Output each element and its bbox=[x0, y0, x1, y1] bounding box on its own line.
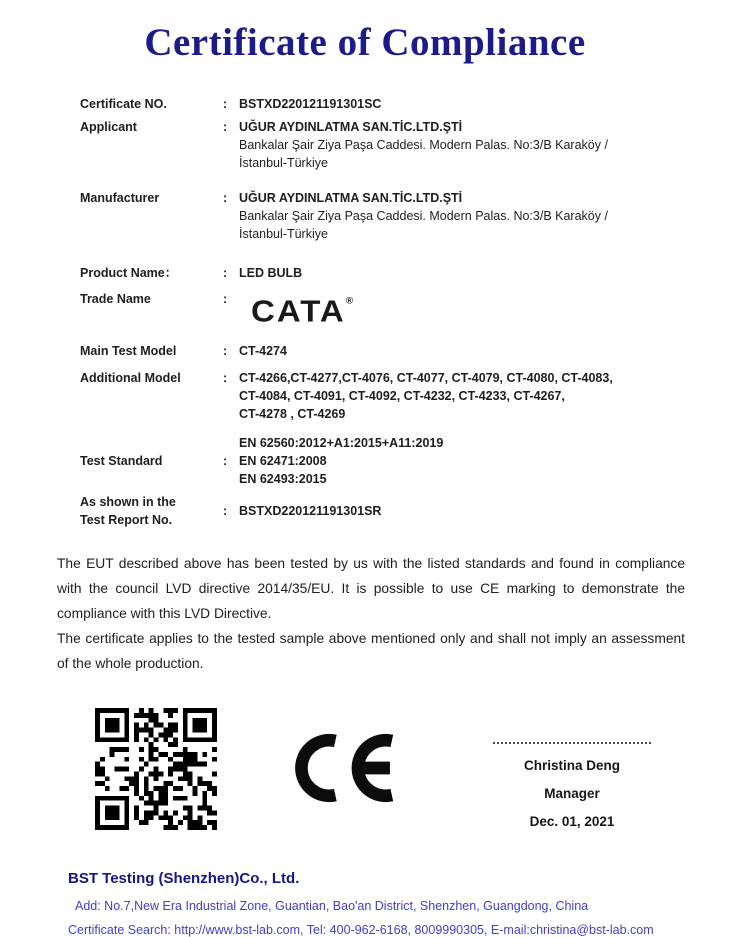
field-colon: : bbox=[223, 504, 228, 518]
signature-block bbox=[487, 742, 657, 836]
additional-model-line3: CT-4278 , CT-4269 bbox=[239, 407, 346, 421]
manufacturer-address-line1: Bankalar Şair Ziya Paşa Caddesi. Modern Palas. No:3/B Karaköy / bbox=[239, 209, 608, 223]
field-row-main-test-model bbox=[80, 342, 730, 360]
signature-dotted-line bbox=[493, 742, 651, 744]
field-row-test-report bbox=[80, 493, 730, 529]
issuer-company-name: BST Testing (Shenzhen)Co., Ltd. bbox=[68, 870, 300, 887]
marks-and-signature-row bbox=[95, 708, 730, 836]
field-colon: : bbox=[223, 344, 228, 358]
manufacturer-address-line2: İstanbul-Türkiye bbox=[239, 227, 328, 241]
manufacturer-label: Manufacturer bbox=[80, 191, 160, 205]
signatory-name: Christina Deng bbox=[523, 758, 620, 773]
additional-model-line1: CT-4266,CT-4277,CT-4076, CT-4077, CT-4079, CT-4080, CT-4083, bbox=[239, 371, 613, 385]
field-row-product-name bbox=[80, 264, 730, 282]
applicant-label: Applicant bbox=[80, 120, 137, 134]
additional-model-value bbox=[239, 369, 613, 423]
issuer-address: Add: No.7,New Era Industrial Zone, Guantian, Bao'an District, Shenzhen, Guangdong, China bbox=[75, 899, 589, 913]
applicant-name: UĞUR AYDINLATMA SAN.TİC.LTD.ŞTİ bbox=[239, 120, 463, 134]
certificate-title: Certificate of Compliance bbox=[144, 21, 586, 64]
test-report-label-line1: As shown in the bbox=[80, 495, 176, 509]
product-name-label: Product Name： bbox=[80, 266, 178, 280]
field-row-trade-name bbox=[80, 290, 730, 336]
test-report-value: BSTXD220121191301SR bbox=[239, 504, 382, 518]
qr-code bbox=[95, 708, 217, 830]
issuer-footer bbox=[68, 870, 730, 937]
field-colon: : bbox=[223, 97, 228, 111]
applicant-address-line1: Bankalar Şair Ziya Paşa Caddesi. Modern Palas. No:3/B Karaköy / bbox=[239, 138, 608, 152]
main-test-model-label: Main Test Model bbox=[80, 344, 177, 358]
field-colon: : bbox=[223, 191, 228, 205]
cata-logo bbox=[251, 293, 354, 329]
applicant-address-line2: İstanbul-Türkiye bbox=[239, 156, 328, 170]
field-colon: : bbox=[223, 454, 228, 468]
registered-trademark-icon: ® bbox=[345, 295, 354, 307]
additional-model-label: Additional Model bbox=[80, 371, 181, 385]
field-colon: : bbox=[223, 120, 228, 134]
test-standard-label: Test Standard bbox=[80, 454, 163, 468]
applicant-value bbox=[239, 118, 608, 172]
test-standard-value bbox=[239, 434, 443, 488]
test-standard-line3: EN 62493:2015 bbox=[239, 472, 327, 486]
trade-name-label: Trade Name bbox=[80, 292, 151, 306]
compliance-statement bbox=[57, 551, 685, 676]
qr-code-image bbox=[95, 708, 217, 830]
field-row-manufacturer bbox=[80, 189, 730, 243]
statement-paragraph-2: The certificate applies to the tested sample above mentioned only and shall not imply an assessment of the whole production. bbox=[57, 631, 685, 671]
field-colon: : bbox=[223, 371, 228, 385]
product-name-value: LED BULB bbox=[239, 266, 303, 280]
field-row-certificate-no bbox=[80, 95, 730, 113]
test-standard-line2: EN 62471:2008 bbox=[239, 454, 327, 468]
trade-name-value bbox=[239, 292, 353, 336]
cata-logo-text: CATA bbox=[251, 294, 346, 329]
certificate-no-value: BSTXD220121191301SC bbox=[239, 97, 382, 111]
test-report-label-line2: Test Report No. bbox=[80, 513, 173, 527]
signatory-title: Manager bbox=[544, 786, 600, 801]
signature-date: Dec. 01, 2021 bbox=[529, 814, 615, 829]
manufacturer-name: UĞUR AYDINLATMA SAN.TİC.LTD.ŞTİ bbox=[239, 191, 463, 205]
statement-paragraph-1: The EUT described above has been tested by us with the listed standards and found in compliance with the council LVD directive 2014/35/EU. It is possible to use CE marking to demonstrate the compliance with this LVD Directive. bbox=[57, 556, 685, 621]
certificate-no-label: Certificate NO. bbox=[80, 97, 167, 111]
field-row-test-standard bbox=[80, 434, 730, 488]
issuer-contact-line: Certificate Search: http://www.bst-lab.com, Tel: 400-962-6168, 8009990305, E-mail:christina@bst-lab.com bbox=[68, 923, 654, 937]
manufacturer-value bbox=[239, 189, 608, 243]
field-row-applicant bbox=[80, 118, 730, 172]
field-colon: : bbox=[223, 266, 228, 280]
test-report-label bbox=[80, 493, 223, 529]
certificate-page bbox=[0, 20, 730, 937]
additional-model-line2: CT-4084, CT-4091, CT-4092, CT-4232, CT-4233, CT-4267, bbox=[239, 389, 565, 403]
test-standard-line1: EN 62560:2012+A1:2015+A11:2019 bbox=[239, 436, 444, 450]
field-row-additional-model bbox=[80, 369, 730, 423]
ce-mark-icon bbox=[295, 732, 407, 809]
main-test-model-value: CT-4274 bbox=[239, 344, 287, 358]
field-colon: : bbox=[223, 292, 228, 306]
certificate-fields bbox=[80, 95, 730, 529]
